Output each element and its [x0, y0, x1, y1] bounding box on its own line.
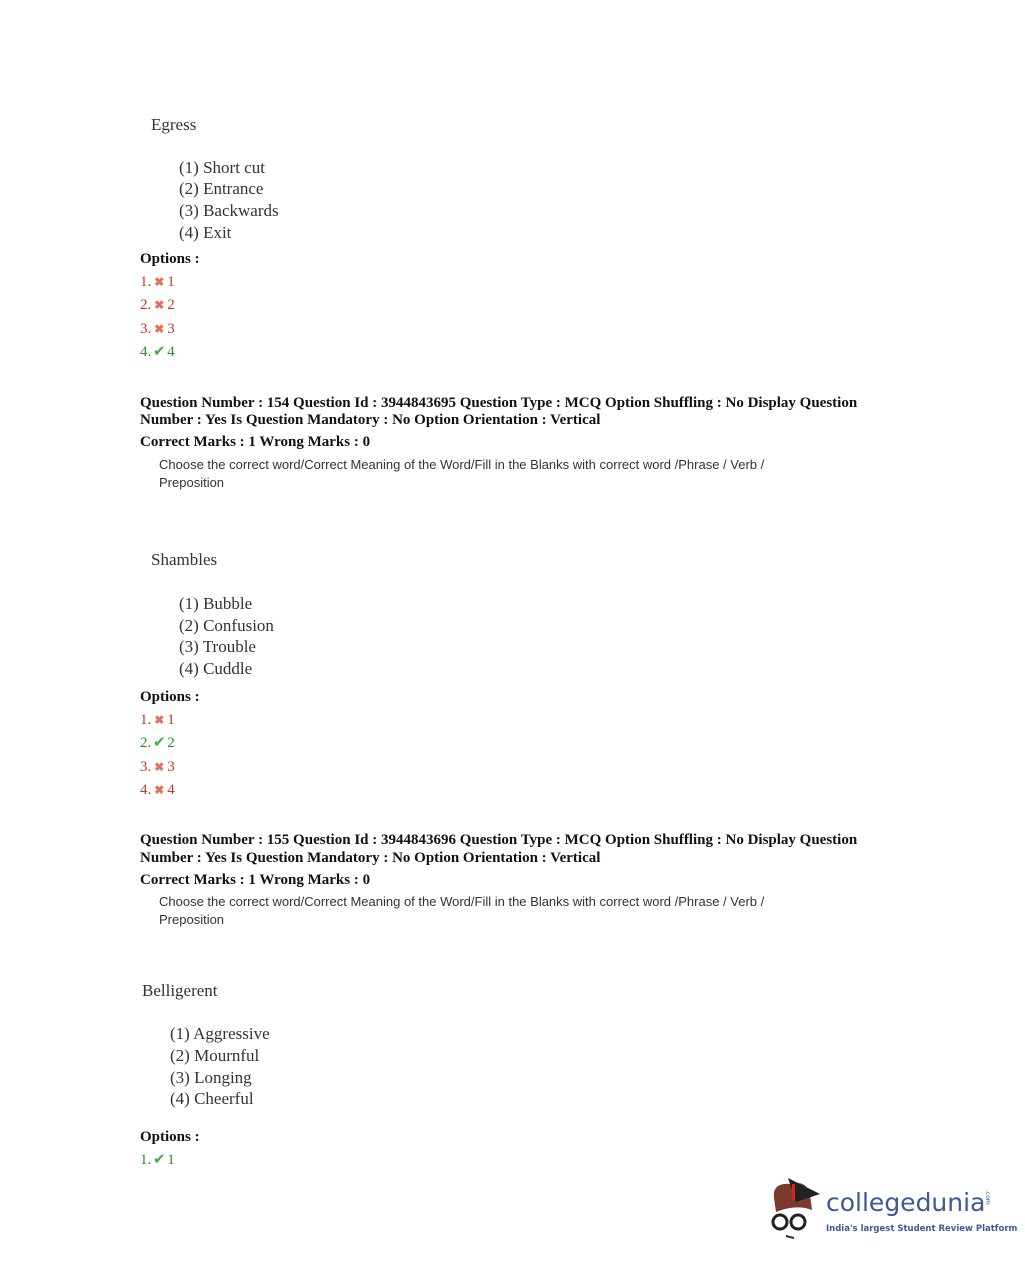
question-instruction: Choose the correct word/Correct Meaning of the Word/Fill in the Blanks with correct word /Phrase / Verb / — [159, 894, 765, 909]
answer-choice: (2) Confusion — [179, 616, 274, 635]
question-marks: Correct Marks : 1 Wrong Marks : 0 — [140, 434, 371, 450]
option-row — [140, 342, 175, 362]
cross-icon: ✖ — [154, 713, 165, 727]
option-value: 1 — [167, 274, 175, 290]
logo-suffix: .com — [984, 1190, 991, 1205]
option-number: 1. — [140, 712, 152, 728]
question-header: Number : Yes Is Question Mandatory : No Option Orientation : Vertical — [140, 850, 601, 866]
option-row — [140, 710, 175, 730]
option-value: 2 — [167, 297, 175, 313]
option-value: 3 — [167, 759, 175, 775]
question-instruction: Choose the correct word/Correct Meaning of the Word/Fill in the Blanks with correct word /Phrase / Verb / — [159, 457, 765, 472]
options-label: Options : — [140, 689, 200, 705]
option-number: 3. — [140, 759, 152, 775]
answer-choice: (1) Aggressive — [170, 1024, 270, 1043]
option-row — [140, 295, 175, 315]
question-header: Number : Yes Is Question Mandatory : No Option Orientation : Vertical — [140, 412, 601, 428]
option-row — [140, 1150, 175, 1170]
question-instruction: Preposition — [159, 475, 225, 490]
check-icon: ✔ — [152, 1152, 166, 1168]
answer-choice: (1) Bubble — [179, 594, 253, 613]
question-instruction: Preposition — [159, 912, 225, 927]
question-marks: Correct Marks : 1 Wrong Marks : 0 — [140, 872, 371, 888]
option-row — [140, 319, 175, 339]
options-label: Options : — [140, 251, 200, 267]
logo-text: collegedunia — [826, 1188, 986, 1217]
check-icon: ✔ — [152, 344, 166, 360]
cross-icon: ✖ — [154, 298, 165, 312]
answer-choice: (4) Exit — [179, 223, 232, 242]
answer-choice: (3) Longing — [170, 1068, 252, 1087]
answer-choice: (3) Trouble — [179, 637, 256, 656]
answer-choice: (2) Entrance — [179, 179, 264, 198]
cross-icon: ✖ — [154, 783, 165, 797]
option-row — [140, 757, 175, 777]
question-word: Shambles — [151, 550, 218, 569]
answer-choice: (3) Backwards — [179, 201, 279, 220]
cross-icon: ✖ — [154, 275, 165, 289]
option-row — [140, 780, 175, 800]
cross-icon: ✖ — [154, 322, 165, 336]
option-row — [140, 272, 175, 292]
option-value: 4 — [167, 782, 175, 798]
option-value: 1 — [167, 712, 175, 728]
check-icon: ✔ — [152, 735, 166, 751]
option-number: 2. — [140, 735, 152, 751]
question-word: Belligerent — [142, 981, 218, 1000]
option-value: 2 — [167, 735, 175, 751]
option-number: 2. — [140, 297, 152, 313]
logo-tagline: India's largest Student Review Platform — [826, 1224, 1018, 1234]
option-row — [140, 733, 175, 753]
option-value: 4 — [167, 344, 175, 360]
options-label: Options : — [140, 1129, 200, 1145]
cross-icon: ✖ — [154, 760, 165, 774]
answer-choice: (2) Mournful — [170, 1046, 260, 1065]
option-number: 4. — [140, 344, 152, 360]
question-header: Question Number : 155 Question Id : 3944843696 Question Type : MCQ Option Shuffling : No Display Question — [140, 832, 858, 848]
answer-choice: (1) Short cut — [179, 158, 265, 177]
answer-choice: (4) Cheerful — [170, 1089, 254, 1108]
option-number: 4. — [140, 782, 152, 798]
option-number: 1. — [140, 274, 152, 290]
option-number: 1. — [140, 1152, 152, 1168]
question-header: Question Number : 154 Question Id : 3944843695 Question Type : MCQ Option Shuffling : No Display Question — [140, 395, 858, 411]
collegedunia-logo — [766, 1176, 1018, 1246]
answer-choice: (4) Cuddle — [179, 659, 253, 678]
option-number: 3. — [140, 321, 152, 337]
question-word: Egress — [151, 115, 197, 134]
option-value: 1 — [167, 1152, 175, 1168]
option-value: 3 — [167, 321, 175, 337]
